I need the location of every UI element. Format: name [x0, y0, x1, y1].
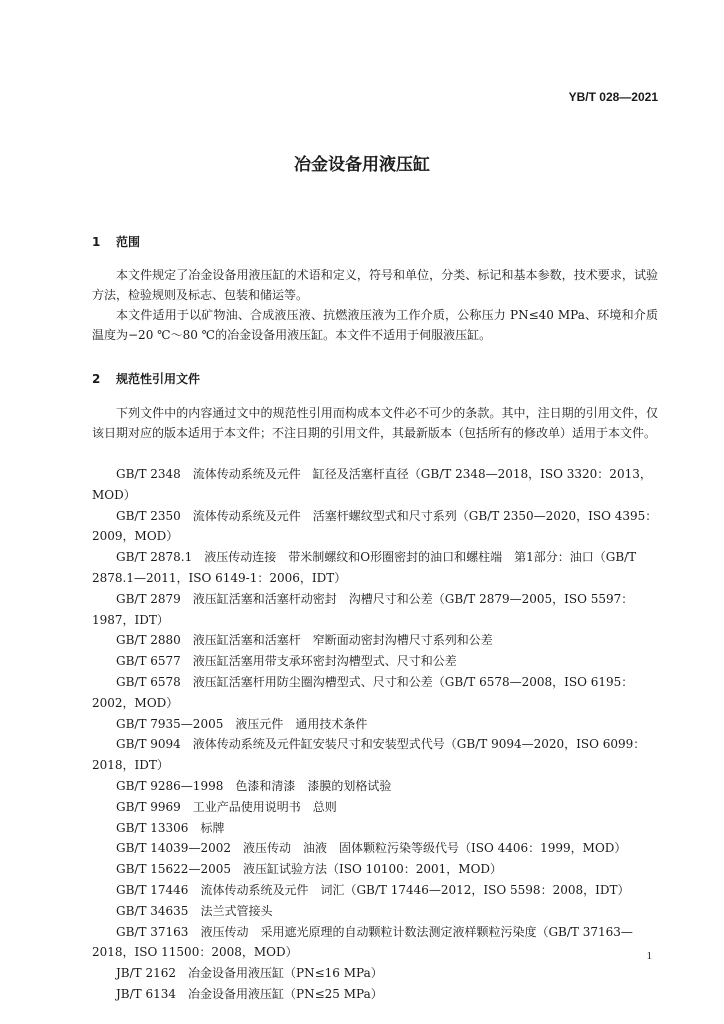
- reference-item: GB/T 9286—1998 色漆和清漆 漆膜的划格试验: [116, 778, 392, 793]
- section-1-heading: [92, 233, 140, 250]
- paragraph: 本文件适用于以矿物油、合成液压液、抗燃液压液为工作介质，公称压力 PN≤40 MPa、环境和介质温度为−20 ℃～80 ℃的冶金设备用液压缸。本文件不适用于伺服液压缸。: [92, 308, 658, 342]
- section-2-heading: [92, 370, 200, 387]
- paragraph: 下列文件中的内容通过文中的规范性引用而构成本文件必不可少的条款。其中，注日期的引用文件，仅该日期对应的版本适用于本文件；不注日期的引用文件，其最新版本（包括所有的修改单）适用于本文件。: [92, 406, 658, 440]
- reference-item: GB/T 9969 工业产品使用说明书 总则: [116, 799, 337, 814]
- section-2-intro: [92, 403, 658, 443]
- reference-item: GB/T 14039—2002 液压传动 油液 固体颗粒污染等级代号（ISO 4406：1999，MOD）: [116, 841, 627, 856]
- document-title: 冶金设备用液压缸: [294, 155, 430, 175]
- section-number: 2: [92, 372, 101, 386]
- section-number: 1: [92, 235, 101, 249]
- reference-item: GB/T 6578 液压缸活塞杆用防尘圈沟槽型式、尺寸和公差（GB/T 6578—2008，ISO 6195：2002，MOD）: [92, 674, 634, 710]
- paragraph: 本文件规定了冶金设备用液压缸的术语和定义，符号和单位，分类、标记和基本参数，技术要求，试验方法，检验规则及标志、包装和储运等。: [92, 268, 658, 302]
- reference-item: GB/T 6577 液压缸活塞用带支承环密封沟槽型式、尺寸和公差: [116, 654, 457, 669]
- reference-item: JB/T 2162 冶金设备用液压缸（PN≤16 MPa）: [116, 966, 383, 981]
- reference-item: GB/T 2350 流体传动系统及元件 活塞杆螺纹型式和尺寸系列（GB/T 2350—2020，ISO 4395：2009，MOD）: [92, 508, 658, 544]
- reference-item: GB/T 17446 流体传动系统及元件 词汇（GB/T 17446—2012，ISO 5598：2008，IDT）: [116, 882, 630, 897]
- reference-list: [92, 464, 658, 1005]
- page-number: 1: [646, 950, 652, 962]
- reference-item: GB/T 2879 液压缸活塞和活塞杆动密封 沟槽尺寸和公差（GB/T 2879—2005，ISO 5597：1987，IDT）: [92, 591, 634, 627]
- section-title: 规范性引用文件: [116, 372, 201, 386]
- section-title: 范围: [116, 235, 141, 249]
- reference-item: GB/T 9094 液体传动系统及元件缸安装尺寸和安装型式代号（GB/T 9094—2020，ISO 6099：2018，IDT）: [92, 737, 646, 773]
- reference-item: GB/T 2348 流体传动系统及元件 缸径及活塞杆直径（GB/T 2348—2018，ISO 3320：2013，MOD）: [92, 467, 652, 502]
- reference-item: GB/T 34635 法兰式管接头: [116, 903, 273, 918]
- reference-item: GB/T 2878.1 液压传动连接 带米制螺纹和O形圈密封的油口和螺柱端 第1部分：油口（GB/T 2878.1—2011，ISO 6149-1：2006，IDT）: [92, 550, 637, 585]
- reference-item: GB/T 2880 液压缸活塞和活塞杆 窄断面动密封沟槽尺寸系列和公差: [116, 633, 493, 648]
- section-1-body: [92, 265, 658, 345]
- reference-item: GB/T 13306 标牌: [116, 820, 225, 835]
- reference-item: JB/T 6134 冶金设备用液压缸（PN≤25 MPa）: [116, 986, 383, 1001]
- standard-code: YB/T 028—2021: [568, 90, 658, 104]
- reference-item: GB/T 7935—2005 液压元件 通用技术条件: [116, 716, 368, 731]
- reference-item: GB/T 37163 液压传动 采用遮光原理的自动颗粒计数法测定液样颗粒污染度（GB/T 37163—2018，ISO 11500：2008，MOD）: [92, 924, 633, 960]
- reference-item: GB/T 15622—2005 液压缸试验方法（ISO 10100：2001，MOD）: [116, 862, 503, 877]
